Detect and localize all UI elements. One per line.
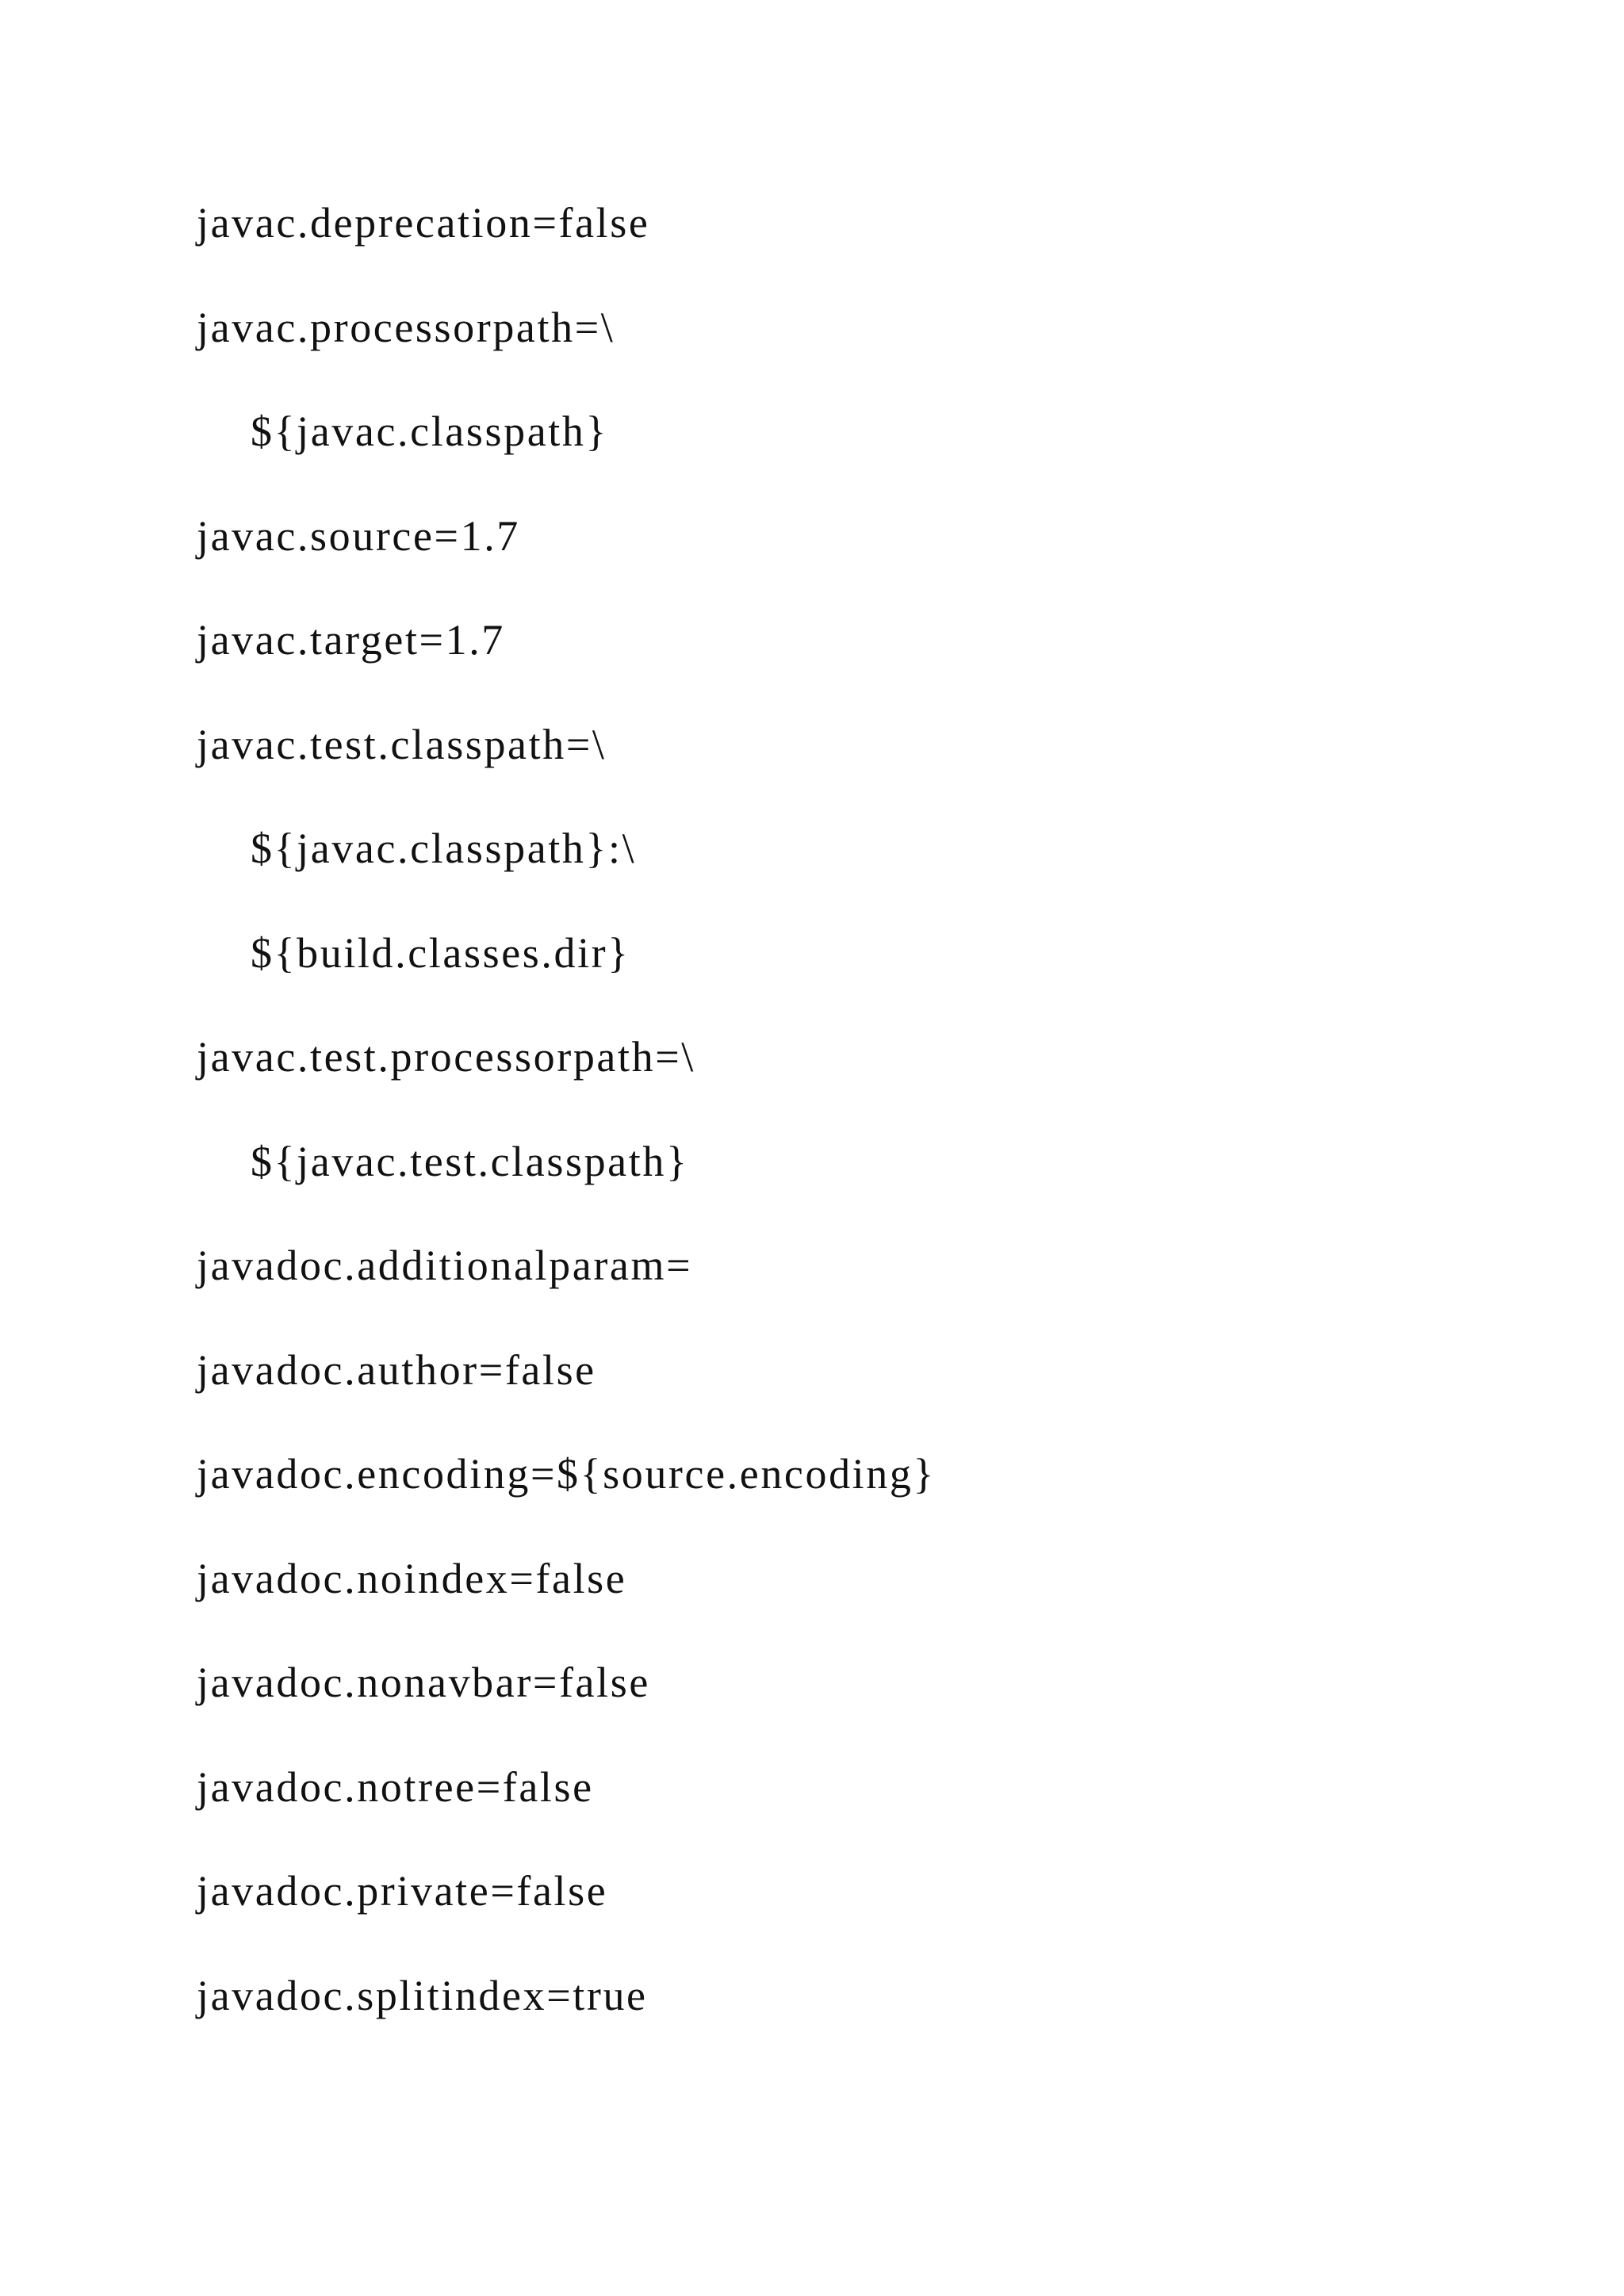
property-line: javac.target=1.7 [197, 616, 505, 664]
property-continuation-line: ${javac.classpath}:\ [251, 825, 637, 872]
properties-listing [197, 194, 936, 2071]
property-line: javadoc.splitindex=true [197, 1971, 648, 2019]
property-line: javadoc.additionalparam= [197, 1242, 693, 1289]
property-line: javac.processorpath=\ [197, 303, 615, 351]
property-line: javadoc.encoding=${source.encoding} [197, 1450, 936, 1498]
property-line: javac.test.processorpath=\ [197, 1033, 695, 1081]
property-line: javac.test.classpath=\ [197, 720, 607, 768]
property-line: javac.source=1.7 [197, 511, 520, 560]
property-continuation-line: ${build.classes.dir} [251, 928, 630, 977]
property-line: javadoc.nonavbar=false [197, 1659, 650, 1706]
property-line: javadoc.private=false [197, 1867, 608, 1915]
property-line: javadoc.notree=false [197, 1762, 594, 1811]
property-continuation-line: ${javac.classpath} [251, 408, 608, 455]
property-continuation-line: ${javac.test.classpath} [251, 1137, 689, 1185]
property-line: javadoc.noindex=false [197, 1554, 627, 1602]
property-line: javac.deprecation=false [197, 199, 650, 247]
property-line: javadoc.author=false [197, 1345, 596, 1394]
